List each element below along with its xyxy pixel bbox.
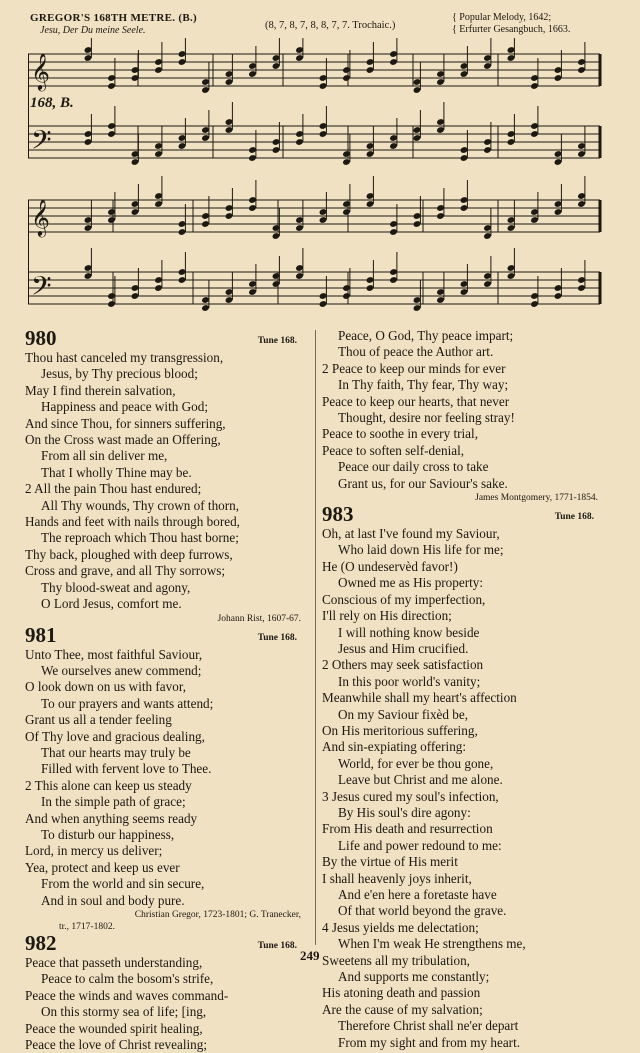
verse-line: May I find therein salvation, <box>25 382 176 398</box>
verse-line: 2 Others may seek satisfaction <box>322 657 484 673</box>
column-divider <box>315 330 316 945</box>
verse-line: And supports me constantly; <box>338 969 490 985</box>
bass-clef: 𝄢 <box>31 125 52 161</box>
verse-line: Of Thy love and gracious dealing, <box>25 728 205 744</box>
hymn-tune-ref: Tune 168. <box>257 632 297 643</box>
column-left <box>25 328 307 1053</box>
verse-line: Hands and feet with nails through bored, <box>25 514 240 530</box>
verse-line: And since Thou, for sinners suffering, <box>25 415 226 431</box>
verse-line: In Thy faith, Thy fear, Thy way; <box>338 377 509 393</box>
verse-line: Thy blood-sweat and agony, <box>41 579 191 595</box>
hymn-981 <box>25 622 307 934</box>
column-right <box>322 328 604 1051</box>
verse-line: 2 All the pain Thou hast endured; <box>25 481 202 497</box>
hymn-983 <box>322 504 604 1051</box>
verse-line: Sweetens all my tribulation, <box>322 952 470 968</box>
verse-line: Peace to calm the bosom's strife, <box>41 971 214 987</box>
treble-clef: 𝄞 <box>31 53 50 89</box>
hymn-982-continued <box>322 328 604 504</box>
hymn-tune-ref: Tune 168. <box>257 336 297 346</box>
verse-line: Who laid down His life for me; <box>338 542 504 558</box>
verse-line: Yea, protect and keep us ever <box>25 859 180 875</box>
verse-line: By His soul's dire agony: <box>338 804 471 820</box>
hymn-980 <box>25 328 307 625</box>
verse-line: Meanwhile shall my heart's affection <box>322 690 517 706</box>
treble-clef: 𝄞 <box>31 199 50 235</box>
verse-line: Oh, at last I've found my Saviour, <box>322 526 500 542</box>
verse-line: Peace to soothe in every trial, <box>322 426 478 442</box>
verse-line: Filled with fervent love to Thee. <box>41 761 212 777</box>
verse-line: Thy back, ploughed with deep furrows, <box>25 546 233 562</box>
verse-line: To our prayers and wants attend; <box>41 695 214 711</box>
hymn-number: 981 <box>25 622 57 647</box>
verse-line: In the simple path of grace; <box>41 794 186 810</box>
verse-line: Thou hast canceled my transgression, <box>25 350 224 365</box>
verse-line: 3 Jesus cured my soul's infection, <box>322 788 499 804</box>
verse-line: The reproach which Thou hast borne; <box>41 530 239 546</box>
verse-line: When I'm weak He strengthens me, <box>338 936 526 952</box>
source-line-2: { Erfurter Gesangbuch, 1663. <box>452 24 571 35</box>
verse-line: Peace the winds and waves command- <box>25 987 229 1003</box>
hymn-author: Johann Rist, 1607-67. <box>217 613 301 624</box>
verse-line: From my sight and from my heart. <box>338 1034 521 1050</box>
verse-line: On the Cross wast made an Offering, <box>25 432 221 448</box>
verse-line: We ourselves anew commend; <box>41 662 202 678</box>
verse-line: And when anything seems ready <box>25 810 198 826</box>
verse-line: Therefore Christ shall ne'er depart <box>338 1018 519 1034</box>
verse-line: Peace the wounded spirit healing, <box>25 1020 203 1036</box>
verse-line: Thought, desire nor feeling stray! <box>338 410 515 426</box>
verse-line: O look down on us with favor, <box>25 679 187 695</box>
hymn-author: Christian Gregor, 1723-1801; G. Tranecker, <box>134 910 301 920</box>
verse-line: 4 Jesus yields me delectation; <box>322 919 479 935</box>
verse-line: Conscious of my imperfection, <box>322 591 486 607</box>
verse-line: From the world and sin secure, <box>41 876 205 892</box>
hymn-982 <box>25 933 307 1053</box>
verse-line: He (O undeservèd favor!) <box>322 558 458 574</box>
music-notation <box>28 38 608 323</box>
source-line-1: { Popular Melody, 1642; <box>452 12 552 23</box>
hymn-verses <box>25 647 307 910</box>
hymn-number: 983 <box>322 502 354 527</box>
verse-line: I'll rely on His direction; <box>322 608 452 624</box>
tune-meter: (8, 7, 8, 7, 8, 8, 7, 7. Trochaic.) <box>265 20 396 31</box>
verse-line: That I wholly Thine may be. <box>41 464 192 480</box>
tune-source <box>452 12 570 36</box>
verse-line: And e'en here a foretaste have <box>338 887 497 902</box>
verse-line: Life and power redound to me: <box>338 837 502 853</box>
verse-line: From His death and resurrection <box>322 821 493 837</box>
verse-line: From all sin deliver me, <box>41 448 168 464</box>
verse-line: By the virtue of His merit <box>322 854 458 870</box>
verse-line: Peace that passeth understanding, <box>25 955 203 970</box>
verse-line: On my Saviour fixèd be, <box>338 706 469 722</box>
verse-line: Leave but Christ and me alone. <box>338 772 503 788</box>
verse-line: Owned me as His property: <box>338 575 484 591</box>
verse-line: Grant us all a tender feeling <box>25 712 172 728</box>
verse-line: His atoning death and passion <box>322 985 481 1001</box>
verse-line: Of that world beyond the grave. <box>338 903 507 919</box>
verse-line: World, for ever be thou gone, <box>338 755 494 771</box>
verse-line: Jesus and Him crucified. <box>338 640 469 656</box>
hymn-author-translator: tr., 1717-1802. <box>59 922 115 932</box>
hymn-tune-ref: Tune 168. <box>257 941 297 951</box>
page-number: 249 <box>300 948 320 963</box>
verse-line: To disturb our happiness, <box>41 826 175 842</box>
tune-subtitle: Jesu, Der Du meine Seele. <box>40 25 146 36</box>
verse-line: In this poor world's vanity; <box>338 673 481 689</box>
hymn-number: 980 <box>25 326 57 350</box>
verse-line: I shall heavenly joys inherit, <box>322 870 472 886</box>
tune-number-label: 168, B. <box>30 95 74 111</box>
hymn-verses <box>322 328 604 492</box>
verse-line: O Lord Jesus, comfort me. <box>41 596 182 612</box>
verse-line: 2 Peace to keep our minds for ever <box>322 360 506 376</box>
verse-line: All Thy wounds, Thy crown of thorn, <box>41 497 240 513</box>
verse-line: On His meritorious suffering, <box>322 722 478 738</box>
verse-line: Happiness and peace with God; <box>41 399 208 415</box>
hymn-number: 982 <box>25 931 57 955</box>
verse-line: That our hearts may truly be <box>41 744 191 760</box>
verse-line: Peace our daily cross to take <box>338 459 489 475</box>
verse-line: Peace to keep our hearts, that never <box>322 393 510 409</box>
hymn-tune-ref: Tune 168. <box>554 512 594 523</box>
verse-line: And in soul and body pure. <box>41 892 185 908</box>
hymn-verses <box>322 526 604 1051</box>
verse-line: Peace, O God, Thy peace impart; <box>338 328 514 343</box>
hymn-verses <box>25 955 307 1053</box>
bass-clef: 𝄢 <box>31 271 52 307</box>
verse-line: Cross and grave, and all Thy sorrows; <box>25 563 226 579</box>
verse-line: Peace to soften self-denial, <box>322 442 465 458</box>
verse-line: Are the cause of my salvation; <box>322 1001 483 1017</box>
verse-line: Jesus, by Thy precious blood; <box>41 366 198 382</box>
verse-line: I will nothing know beside <box>338 624 480 640</box>
verse-line: Lord, in mercy us deliver; <box>25 843 163 859</box>
verse-line: 2 This alone can keep us steady <box>25 777 192 793</box>
hymn-verses <box>25 350 307 613</box>
verse-line: Peace the love of Christ revealing; <box>25 1037 207 1053</box>
verse-line: On this stormy sea of life; [ing, <box>41 1004 207 1020</box>
verse-line: Thou of peace the Author art. <box>338 344 494 360</box>
verse-line: Grant us, for our Saviour's sake. <box>338 475 508 491</box>
tune-name: GREGOR'S 168TH METRE. (B.) <box>30 12 198 24</box>
verse-line: Unto Thee, most faithful Saviour, <box>25 646 203 662</box>
hymn-author: James Montgomery, 1771-1854. <box>475 493 598 504</box>
tune-header <box>30 10 615 38</box>
verse-line: And sin-expiating offering: <box>322 739 467 755</box>
